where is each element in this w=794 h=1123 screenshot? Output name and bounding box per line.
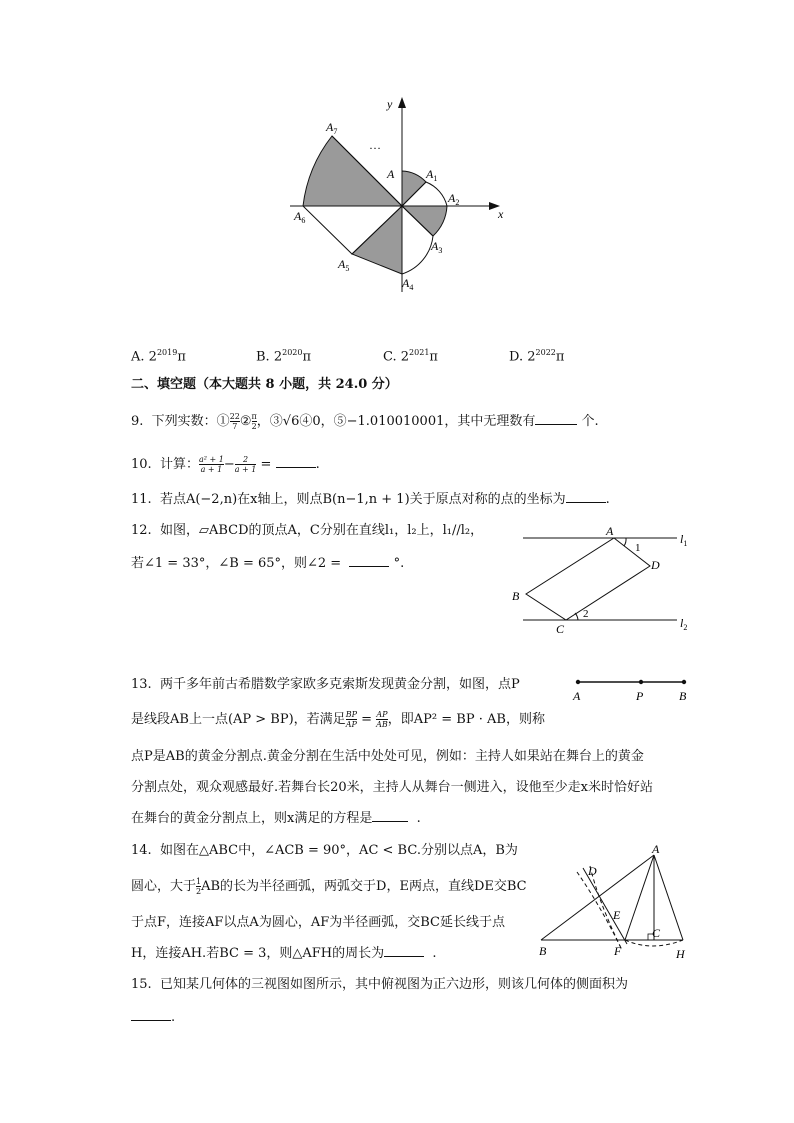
question-13-line-2: 是线段AB上一点(AP > BP)，若满足 $\frac{BP}{AP}$ = $\frac{AP}{AB}$ ，即AP² = BP · AB，则称 xyxy=(131,710,545,729)
q14-label-b: B xyxy=(539,944,547,958)
q13-label-a: A xyxy=(573,689,581,703)
q11-number: 11. xyxy=(131,492,152,507)
question-13-line-1: 13. 两千多年前古希腊数学家欧多克索斯发现黄金分割，如图，点P xyxy=(131,677,520,692)
angle-1-arc xyxy=(624,538,626,546)
q14-label-h: H xyxy=(676,947,685,961)
q12-label-c: C xyxy=(556,622,565,636)
segment-ab xyxy=(541,855,654,940)
angle-2-arc xyxy=(575,613,578,620)
q8-option-c: C. $2^{2021}\pi$ xyxy=(383,348,438,365)
question-13-line-3: 点P是AB的黄金分割点.黄金分割在生活中处处可见，例如：主持人如果站在舞台上的黄金 xyxy=(131,749,644,764)
line-de xyxy=(583,868,627,944)
label-a7: $A_7$ xyxy=(326,120,338,136)
q13-label-b: B xyxy=(679,689,687,703)
axis-x-label: x xyxy=(498,207,504,221)
sector-a2 xyxy=(402,206,447,236)
q13-label-p: P xyxy=(636,689,644,703)
q12-label-l2: $l_2$ xyxy=(680,616,688,632)
q8-option-b: B. $2^{2020}\pi$ xyxy=(256,348,312,365)
label-a3: $A_3$ xyxy=(431,239,443,255)
point-b xyxy=(682,680,686,684)
label-a4: $A_4$ xyxy=(402,276,414,292)
segment-af xyxy=(625,855,654,940)
label-a6: $A_6$ xyxy=(294,209,306,225)
label-a1: $A_1$ xyxy=(426,167,438,183)
label-a5: $A_5$ xyxy=(338,257,350,273)
q9-answer-blank[interactable] xyxy=(535,424,577,425)
q13-answer-blank[interactable] xyxy=(372,821,408,822)
question-13-line-5: 在舞台的黄金分割点上，则x满足的方程是 . xyxy=(131,811,421,826)
question-11: 11. 若点A(−2,n)在x轴上，则点B(n−1,n + 1)关于原点对称的点的坐标为 . xyxy=(131,492,610,507)
q12-label-b: B xyxy=(512,589,520,603)
q14-number: 14. xyxy=(131,843,152,858)
point-a xyxy=(576,680,580,684)
question-12-line-1: 12. 如图，▱ABCD的顶点A，C分别在直线l₁，l₂上，l₁//l₂， xyxy=(131,523,484,538)
q12-answer-blank[interactable] xyxy=(349,566,389,567)
q12-label-2: 2 xyxy=(583,608,589,620)
q12-label-a: A xyxy=(606,524,614,538)
q10-number: 10. xyxy=(131,457,152,472)
sector-spiral-figure xyxy=(280,92,520,292)
q14-label-f: F xyxy=(614,944,622,958)
golden-section-figure xyxy=(565,672,695,706)
q12-number: 12. xyxy=(131,523,152,538)
parallelogram-figure xyxy=(505,520,705,640)
point-p xyxy=(639,680,643,684)
q9-number: 9. xyxy=(131,414,144,429)
label-a: A xyxy=(387,167,395,181)
question-14-line-3: 于点F，连接AF以点A为圆心，AF为半径画弧，交BC延长线于点 xyxy=(131,915,505,930)
q14-label-c: C xyxy=(652,926,661,940)
question-12-line-2: 若∠1 = 33°，∠B = 65°，则∠2 = °. xyxy=(131,556,405,571)
q10-answer-blank[interactable] xyxy=(276,467,316,468)
q8-option-d: D. $2^{2022}\pi$ xyxy=(509,348,565,365)
sector-a xyxy=(402,171,426,206)
question-9: 9. 下列实数：① $\frac{22}{7}$ ② $\frac{\pi}{2}$ ，③√6④0，⑤−1.010010001，其中无理数有 个. xyxy=(131,412,599,431)
question-10: 10. 计算： $\frac{\text{a² + 1}}{a + 1}$ − $\frac{2}{a + 1}$ = . xyxy=(131,455,320,474)
q12-label-d: D xyxy=(651,558,660,572)
q12-label-1: 1 xyxy=(635,542,641,554)
q11-answer-blank[interactable] xyxy=(566,502,606,503)
q12-label-l1: $l_1$ xyxy=(680,532,688,548)
triangle-construction-figure xyxy=(535,845,695,970)
question-14-line-1: 14. 如图在△ABC中，∠ACB = 90°，AC < BC.分别以点A，B为 xyxy=(131,843,518,858)
q13-number: 13. xyxy=(131,677,152,692)
q15-number: 15. xyxy=(131,977,152,992)
sector-a4 xyxy=(352,206,402,274)
question-14-line-2: 圆心，大于 $\frac{1}{2}$ AB的长为半径画弧，两弧交于D，E两点，直线DE交BC xyxy=(131,877,527,896)
q15-answer-blank[interactable] xyxy=(131,1020,171,1021)
question-14-line-4: H，连接AH.若BC = 3，则△AFH的周长为 . xyxy=(131,946,437,961)
arc-fh xyxy=(625,940,683,946)
axis-y-label: y xyxy=(387,97,393,111)
q8-option-a: A. $2^{2019}\pi$ xyxy=(131,348,186,365)
q14-answer-blank[interactable] xyxy=(384,956,424,957)
ellipsis: … xyxy=(369,138,381,152)
q14-label-d: D xyxy=(588,864,597,878)
section-heading: 二、填空题（本大题共 8 小题，共 24.0 分） xyxy=(131,377,398,392)
q14-label-a: A xyxy=(652,845,660,856)
q14-label-e: E xyxy=(613,908,621,922)
question-13-line-4: 分割点处，观众观感最好.若舞台长20米，主持人从舞台一侧进入，设他至少走x米时恰好站 xyxy=(131,780,654,795)
question-15-line-2: . xyxy=(131,1009,175,1027)
y-axis-arrow xyxy=(398,97,406,108)
label-a2: $A_2$ xyxy=(448,191,460,207)
question-15: 15. 已知某几何体的三视图如图所示，其中俯视图为正六边形，则该几何体的侧面积为 xyxy=(131,977,628,992)
